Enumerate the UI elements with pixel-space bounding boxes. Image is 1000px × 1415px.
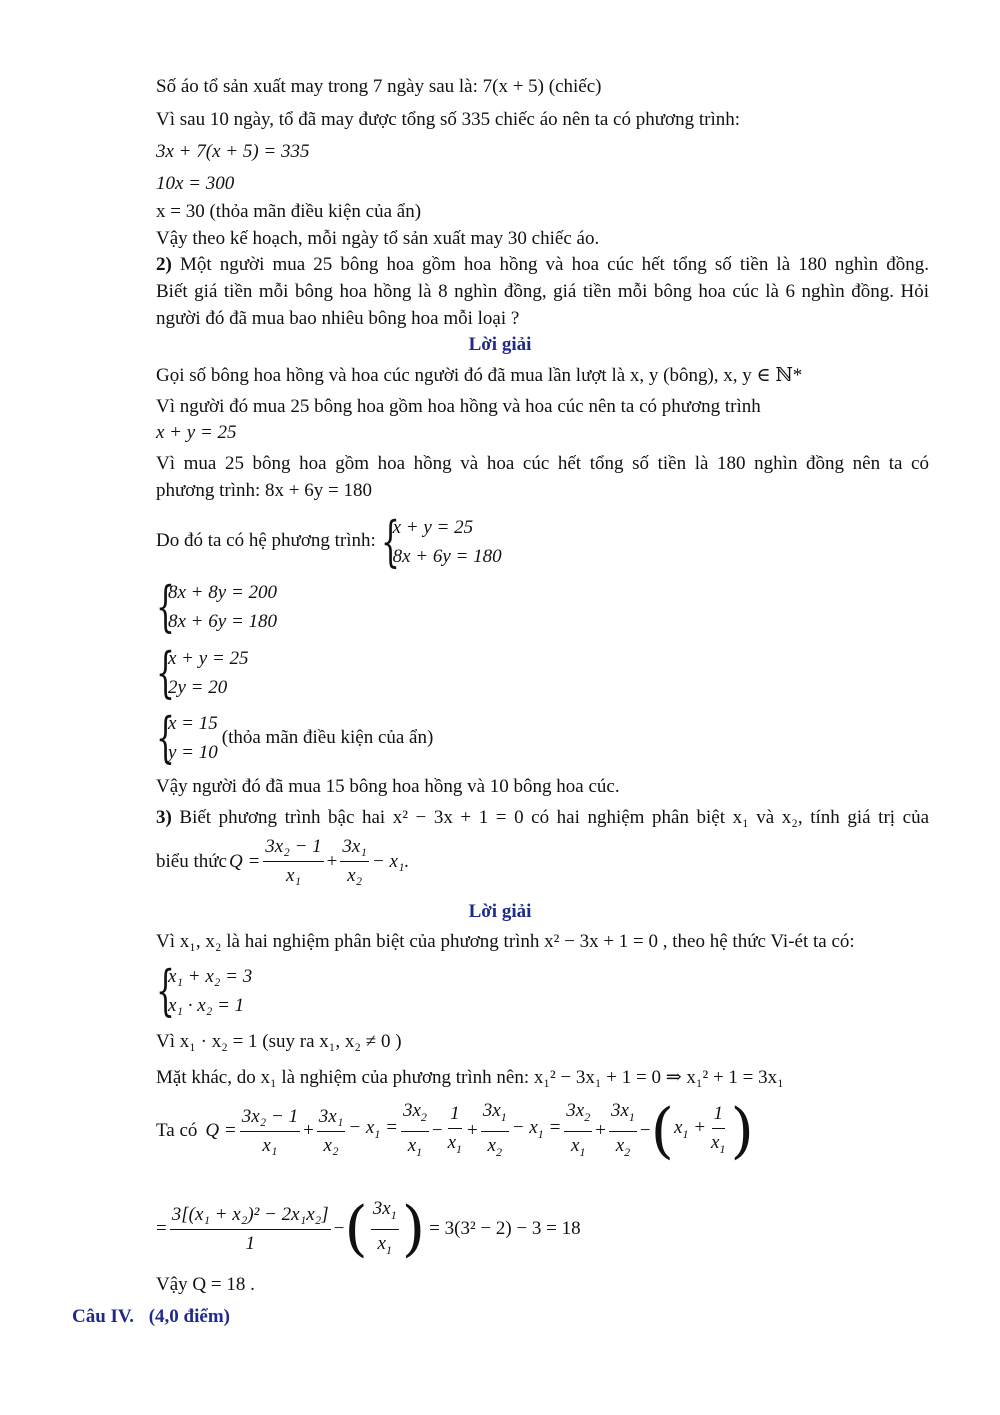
problem2-conclusion: Vậy người đó đã mua 15 bông hoa hồng và 10 bông hoa cúc. [156,776,620,797]
system-row: x + y = 25 [168,648,249,669]
problem2-system-intro [156,509,502,573]
fraction-numerator: 3x₂ − 1 [240,1106,300,1132]
system-row: y = 10 [168,742,218,763]
fraction-denominator: x₂ [347,865,363,886]
brace-icon: { [156,641,175,704]
problem2-line3: người đó đã mua bao nhiêu bông hoa mỗi loại ? [156,308,520,329]
system-row: 8x + 6y = 180 [168,611,278,632]
equation-system-3 [156,641,249,704]
section-points: (4,0 điểm) [148,1306,230,1327]
fraction-denominator: 1 [245,1232,255,1254]
problem3-final-calc: = $\frac{\text{3[(x₁ + x₂)² − 2x₁x₂]}}{1}$ − ( $\frac{3x_1}{x_1}$ ) = 3(3² − 2) − 3 = 18 [156,1194,581,1265]
problem2-text1: Một người mua 25 bông hoa gồm hoa hồng và hoa cúc hết tổng số tiền là 180 nghìn đồng. [179,254,929,275]
big-fraction [170,1204,331,1255]
problem3-number: 3) [156,807,172,828]
system-row: 2y = 20 [168,677,228,698]
equation-x30: x = 30 (thỏa mãn điều kiện của ẩn) [156,201,422,222]
equation-system-1 [380,509,502,573]
solution-heading-3: Lời giải [468,901,532,922]
problem3-line1 [156,806,929,830]
problem3-q-expansion: Ta có Q = $\frac{\text{3x₂ − 1}}{\text{x₁}}$ + $\frac{\text{3x₁}}{\text{x₂}}$ − $x_1$ = $\frac{3x_2}{x_1}$ − $\frac{1}{x_1}$ + $\frac{3x_1}{x_2}$ − $x_1$ = $\frac{3x_2}{x_1}$ + $\frac{3x_1}{x_2}$ − ( $x_1$ + $\frac{1}{x_1}$ ) [156,1096,754,1167]
fraction-denominator: x₁ [285,865,301,886]
problem2-step4b: phương trình: 8x + 6y = 180 [156,480,372,501]
problem2-step3: x + y = 25 [156,422,237,443]
line-conclusion-1: Vậy theo kế hoạch, mỗi ngày tổ sản xuất may 30 chiếc áo. [156,228,600,249]
system-row: x + y = 25 [392,516,474,538]
problem3-step3: Mặt khác, do x₁ là nghiệm của phương trình nên: x₁² − 3x₁ + 1 = 0 ⇒ x₁² + 1 = 3x₁ [156,1067,784,1088]
equation-system-4 [156,706,218,769]
fraction-numerator: 3[(x₁ + x₂)² − 2x₁x₂] [170,1204,331,1230]
expression-label: biểu thức [156,850,227,872]
fraction-numerator: 3x₂ − 1 [263,836,323,862]
fraction-b [340,836,369,887]
system-row: x₁ + x₂ = 3 [168,966,253,987]
system-row: 8x + 6y = 180 [392,545,502,567]
system-row: 8x + 8y = 200 [168,582,278,603]
brace-icon: { [156,706,175,769]
problem3-conclusion: Vậy Q = 18 . [156,1274,255,1295]
problem3-text1: Biết phương trình bậc hai x² − 3x + 1 = 0 có hai nghiệm phân biệt x₁ và x₂, tính giá trị của [179,807,929,828]
problem2-step4a: Vì mua 25 bông hoa gồm hoa hồng và hoa cúc hết tổng số tiền là 180 nghìn đồng nên ta có [156,453,929,474]
system-row: x₁ · x₂ = 1 [168,995,245,1016]
brace-icon: { [156,959,175,1022]
fraction-denominator: x₁ [262,1134,278,1156]
fraction-numerator: 3x₁ [317,1106,346,1132]
fraction-denominator: x₂ [323,1134,339,1156]
system-row: x = 15 [168,713,218,734]
equation-10x: 10x = 300 [156,173,235,194]
equation-3x: 3x + 7(x + 5) = 335 [156,141,310,162]
viete-system [156,959,253,1022]
section-label: Câu IV. [72,1306,134,1327]
line-equation-intro: Vì sau 10 ngày, tổ đã may được tổng số 335 chiếc áo nên ta có phương trình: [156,109,740,130]
brace-icon: { [156,575,175,638]
final-result: = 3(3² − 2) − 3 = 18 [429,1218,581,1240]
brace-icon: { [380,509,400,573]
problem2-number: 2) [156,254,172,275]
expression-tail: − x₁. [371,850,410,872]
condition-note: (thỏa mãn điều kiện của ẩn) [221,727,434,748]
problem3-step2: Vì x₁ · x₂ = 1 (suy ra x₁, x₂ ≠ 0 ) [156,1031,402,1052]
q-label: Q = [228,850,261,872]
q-label: Q = [205,1120,237,1142]
fraction-numerator: 3x₁ [340,836,369,862]
problem3-line2: biểu thức Q = $\frac{\text{3x₂ − 1}}{\text{x₁}}$ + $\frac{\text{3x₁}}{\text{x₂}}$ − x₁. [156,836,410,886]
section-heading [72,1305,230,1329]
problem3-step1: Vì x₁, x₂ là hai nghiệm phân biệt của phương trình x² − 3x + 1 = 0 , theo hệ thức Vi-ét ta có: [156,931,855,952]
problem2-step1: Gọi số bông hoa hồng và hoa cúc người đó đã mua lần lượt là x, y (bông), x, y ∈ ℕ* [156,365,803,386]
equation-system-2 [156,575,278,638]
equation-system-4-line [156,706,434,769]
system-intro-text: Do đó ta có hệ phương trình: [156,530,376,551]
problem2-line1 [156,253,929,277]
line-shirts-7-days: Số áo tổ sản xuất may trong 7 ngày sau là: 7(x + 5) (chiếc) [156,76,602,97]
ta-co-label: Ta có [156,1120,198,1142]
problem2-line2: Biết giá tiền mỗi bông hoa hồng là 8 nghìn đồng, giá tiền mỗi bông hoa cúc là 6 nghìn đồng. Hỏi [156,281,929,302]
fraction-a [263,836,323,887]
problem2-step2: Vì người đó mua 25 bông hoa gồm hoa hồng và hoa cúc nên ta có phương trình [156,396,761,417]
solution-heading-2: Lời giải [468,334,532,355]
